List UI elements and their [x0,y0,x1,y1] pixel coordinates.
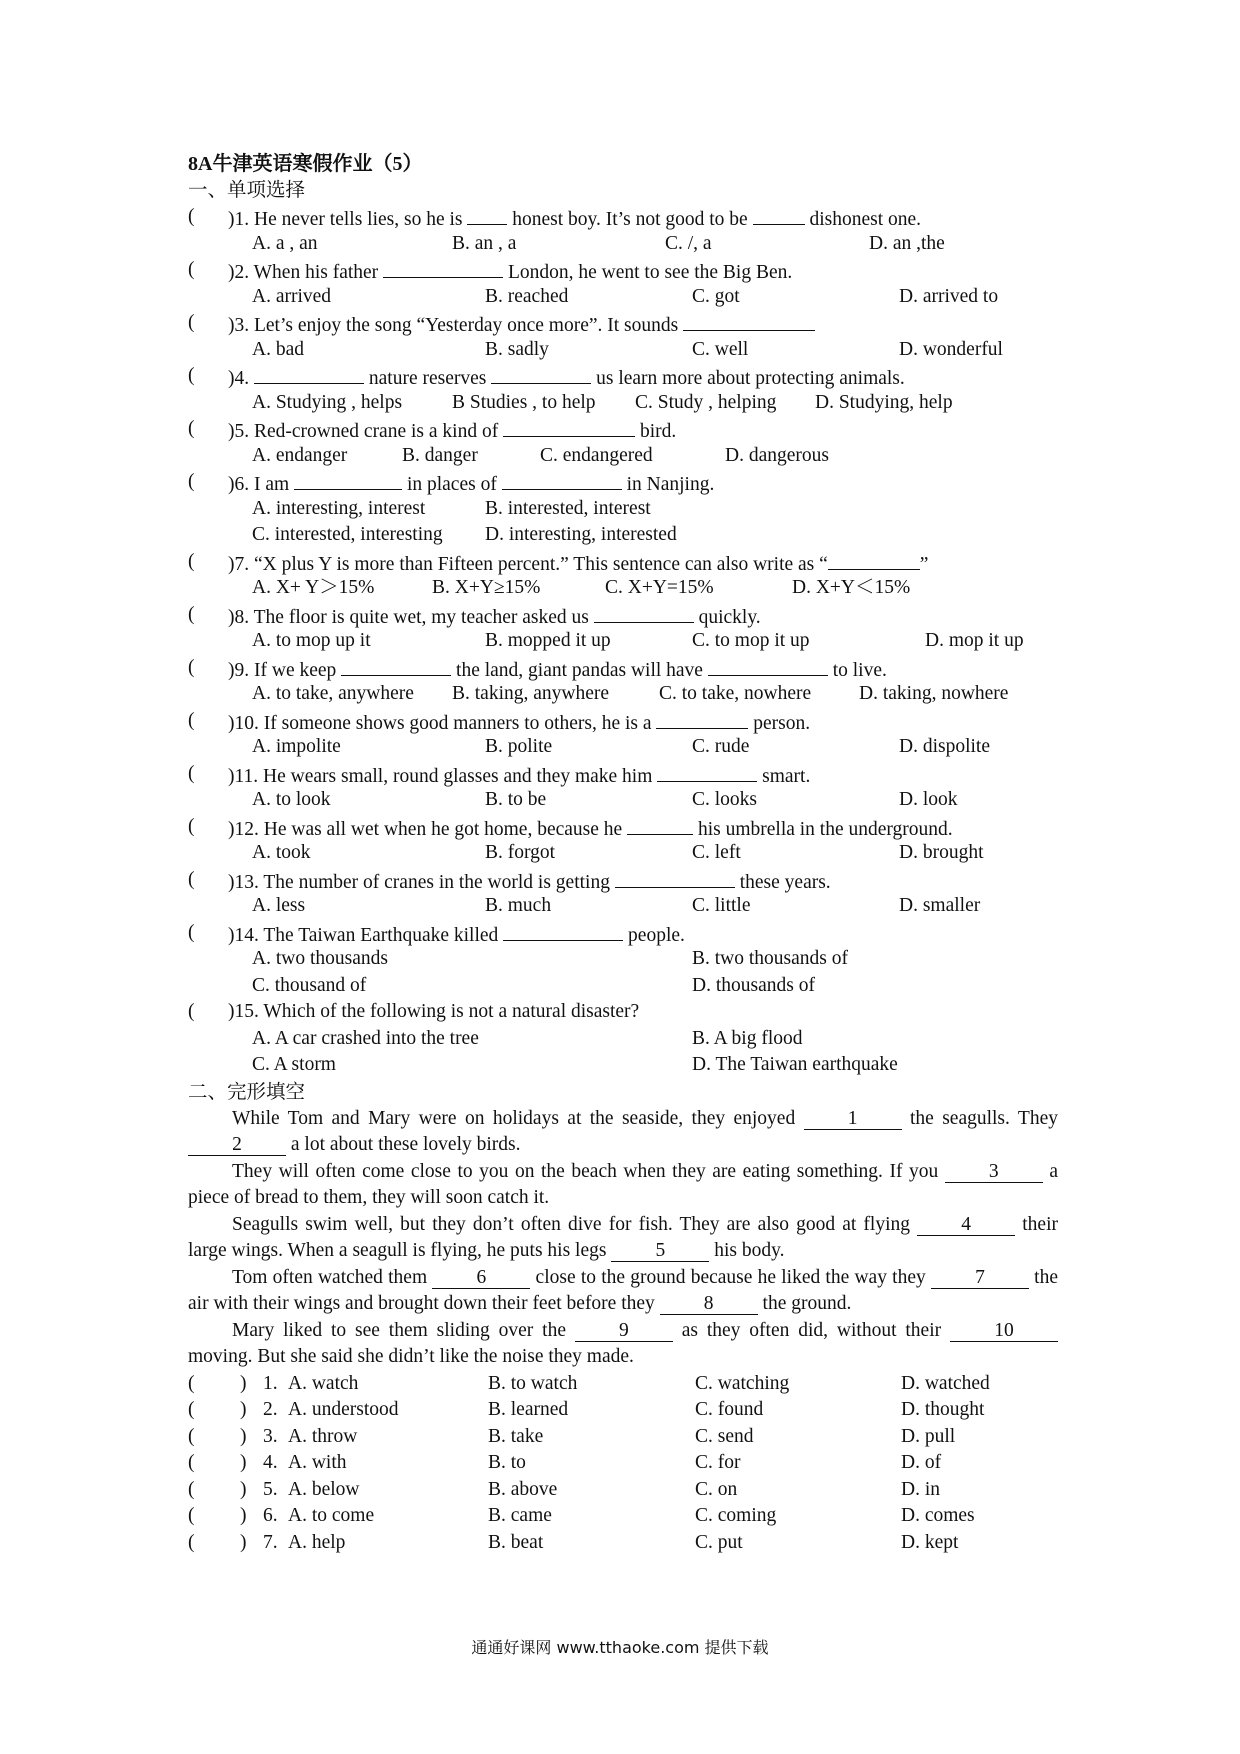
answer-bracket: ( [188,815,195,837]
answer-blank [708,655,828,676]
question-text: )1. He never tells lies, so he is honest boy. It’s not good to be dishonest one. [228,204,921,234]
item-number: 3. [263,1425,278,1447]
answer-bracket: ( [188,365,195,386]
answer-bracket: ( [188,709,195,731]
option: B. an , a [452,232,517,254]
question-stem [188,814,1058,841]
answer-bracket-close: ) [240,1452,247,1473]
option: D. pull [901,1425,956,1447]
answer-bracket: ( [188,1425,195,1447]
page-title: 8A牛津英语寒假作业（5） [188,153,423,175]
answer-bracket-close: ) [240,1372,247,1394]
option: A. understood [288,1399,399,1420]
option-row [188,231,1058,258]
numbered-blank: 8 [660,1294,758,1315]
question-text: )2. When his father London, he went to see the Big Ben. [228,257,792,287]
footer-credit: 通通好课网 www.tthaoke.com 提供下载 [471,1638,769,1657]
option: B. polite [485,736,553,757]
numbered-blank: 1 [804,1109,902,1130]
option-row [188,893,1058,920]
answer-blank [683,310,815,331]
answer-blank [656,708,748,729]
question-text: )4. nature reserves us learn more about protecting animals. [228,363,905,393]
answer-bracket: ( [188,471,195,492]
option: A. arrived [252,285,332,307]
option: B. X+Y≥15% [432,577,541,598]
option-row [188,284,1058,311]
cloze-option-row [188,1503,1058,1530]
option-row [188,443,1058,470]
option: C. A storm [252,1054,336,1075]
option: B. reached [485,285,569,307]
numbered-blank: 4 [917,1215,1015,1236]
option: C. watching [695,1372,790,1394]
answer-bracket-close: ) [240,1425,247,1447]
option: B. interested, interest [485,497,651,519]
option: D. interesting, interested [485,524,677,545]
question-stem [188,655,1058,682]
answer-blank [254,363,364,384]
section-heading-cloze: 二、完形填空 [188,1081,306,1103]
option: B. two thousands of [692,948,848,969]
item-number: 6. [263,1505,278,1526]
option-row [188,337,1058,364]
option: D. dangerous [725,444,829,466]
answer-bracket: ( [188,312,195,333]
option: C. little [692,895,751,916]
answer-bracket-close: ) [240,1505,247,1526]
question-stem [188,204,1058,231]
answer-bracket: ( [188,550,195,572]
question-list [188,204,1058,1079]
option: B. to [488,1452,526,1473]
option: D. wonderful [899,338,1003,360]
option: A. below [288,1478,360,1500]
option-row [188,1026,1058,1053]
answer-bracket: ( [188,259,195,280]
option: C. found [695,1399,764,1420]
option-row [188,390,1058,417]
option: A. watch [288,1372,359,1394]
option-row [188,681,1058,708]
option-row [188,1052,1058,1079]
answer-bracket: ( [188,603,195,625]
item-number: 1. [263,1372,278,1394]
answer-blank [503,920,623,941]
option: D. brought [899,842,984,863]
option: D. arrived to [899,285,999,307]
option: C. put [695,1531,743,1553]
question-stem [188,708,1058,735]
option: A. interesting, interest [252,497,426,519]
option: D. of [901,1452,942,1473]
option: D. watched [901,1372,990,1394]
option: C. endangered [540,444,653,466]
option: A. to take, anywhere [252,683,414,704]
answer-bracket: ( [188,1452,195,1473]
answer-bracket: ( [188,1399,195,1420]
option: C. Study , helping [635,391,777,413]
option: A. endanger [252,444,348,466]
answer-bracket: ( [188,868,195,890]
option: D. Studying, help [815,391,953,413]
option: A. less [252,895,306,916]
option: A. bad [252,338,304,360]
answer-bracket: ( [188,418,195,439]
numbered-blank: 2 [188,1135,286,1156]
option: D. taking, nowhere [859,683,1009,704]
option: B. beat [488,1531,544,1553]
option: D. mop it up [925,630,1024,651]
option-row [188,628,1058,655]
answer-blank [467,204,507,225]
answer-blank [503,416,635,437]
option: B. sadly [485,338,549,360]
answer-blank [753,204,805,225]
option: D. smaller [899,895,981,916]
answer-bracket: ( [188,1372,195,1394]
question-text: )5. Red-crowned crane is a kind of bird. [228,416,676,446]
item-number: 4. [263,1452,278,1473]
answer-bracket: ( [188,656,195,678]
option: D. X+Y＜15% [792,577,911,598]
answer-blank [627,814,693,835]
option: D. in [901,1478,940,1500]
question-stem [188,920,1058,947]
option-row [188,946,1058,973]
cloze-option-row [188,1477,1058,1504]
option-row [188,496,1058,523]
option: B. A big flood [692,1027,803,1049]
question-text: )3. Let’s enjoy the song “Yesterday once more”. It sounds [228,310,815,340]
option: D. thousands of [692,974,815,996]
question-stem [188,363,1058,390]
cloze-option-row [188,1424,1058,1451]
option: C. left [692,842,741,863]
answer-bracket: ( [188,762,195,784]
option: C. well [692,338,749,360]
option: A. Studying , helps [252,391,403,413]
option: B. danger [402,444,478,466]
option: A. to come [288,1505,375,1526]
option: A. A car crashed into the tree [252,1027,479,1049]
answer-blank [657,761,757,782]
answer-blank [502,469,622,490]
question-text: )8. The floor is quite wet, my teacher asked us quickly. [228,602,761,632]
option: A. took [252,842,311,863]
option: A. impolite [252,736,341,757]
section-heading-choice: 一、单项选择 [188,180,306,201]
option-row [188,973,1058,1000]
option: D. an ,the [869,232,945,254]
item-number: 2. [263,1399,278,1420]
answer-bracket: ( [188,206,195,227]
option: B. to watch [488,1372,578,1394]
option-row [188,522,1058,549]
option: A. a , an [252,232,318,254]
question-text: )13. The number of cranes in the world is getting these years. [228,867,831,897]
answer-blank [341,655,451,676]
question-stem [188,761,1058,788]
cloze-option-row [188,1371,1058,1398]
option: A. to look [252,789,331,810]
question-stem [188,469,1058,496]
numbered-blank: 5 [611,1241,709,1262]
answer-blank [383,257,503,278]
option: D. dispolite [899,736,990,757]
option: B. to be [485,789,547,810]
question-text: )9. If we keep the land, giant pandas will have to live. [228,655,887,685]
option: A. X+ Y＞15% [252,577,375,598]
option: B Studies , to help [452,391,596,413]
cloze-option-row [188,1530,1058,1557]
option: C. send [695,1425,754,1447]
question-text: )15. Which of the following is not a natural disaster? [228,1001,640,1022]
option: C. coming [695,1505,777,1526]
option: C. to take, nowhere [659,683,812,704]
option: D. thought [901,1399,985,1420]
option: B. learned [488,1399,569,1420]
answer-bracket: ( [188,1478,195,1500]
option: C. thousand of [252,974,367,996]
answer-bracket-close: ) [240,1478,247,1500]
question-text: )11. He wears small, round glasses and they make him smart. [228,761,810,791]
cloze-options [188,1371,1058,1557]
option: B. take [488,1425,544,1447]
question-text: )6. I am in places of in Nanjing. [228,469,714,499]
option: C. /, a [665,232,712,254]
option: A. help [288,1531,346,1553]
answer-blank [491,363,591,384]
option-row [188,575,1058,602]
option: C. got [692,285,740,307]
option-row [188,787,1058,814]
answer-blank [594,602,694,623]
numbered-blank: 6 [432,1268,530,1289]
option: D. look [899,789,958,810]
option-row [188,840,1058,867]
answer-bracket: ( [188,1505,195,1526]
passage-paragraph: Mary liked to see them sliding over the 9 as they often did, without their 10 moving. But she said she didn’t like the noise they made. [188,1318,1058,1371]
cloze-passage [188,1106,1058,1371]
option: C. for [695,1452,741,1473]
numbered-blank: 9 [575,1321,673,1342]
option: A. with [288,1452,347,1473]
option: B. mopped it up [485,630,611,651]
question-stem [188,310,1058,337]
worksheet [188,150,1058,1556]
option: B. above [488,1478,558,1500]
option: C. looks [692,789,758,810]
numbered-blank: 10 [950,1321,1058,1342]
option: B. taking, anywhere [452,683,610,704]
question-stem [188,257,1058,284]
question-stem [188,867,1058,894]
numbered-blank: 3 [945,1162,1043,1183]
item-number: 7. [263,1531,278,1553]
option: B. much [485,895,552,916]
option: B. forgot [485,842,556,863]
answer-bracket-close: ) [240,1531,247,1553]
question-text: )7. “X plus Y is more than Fifteen percent.” This sentence can also write as “ ” [228,549,928,579]
question-stem [188,999,1058,1026]
option: D. kept [901,1531,959,1553]
option: C. on [695,1478,738,1500]
option: A. throw [288,1425,358,1447]
option: A. two thousands [252,948,388,969]
question-stem [188,416,1058,443]
question-text: )14. The Taiwan Earthquake killed people. [228,920,685,950]
answer-blank [294,469,402,490]
passage-paragraph: Tom often watched them 6 close to the ground because he liked the way they 7 the air with their wings and brought down their feet before they 8 the ground. [188,1266,1058,1314]
answer-blank [828,549,920,570]
question-text: )10. If someone shows good manners to others, he is a person. [228,708,810,738]
cloze-option-row [188,1450,1058,1477]
item-number: 5. [263,1478,278,1500]
answer-bracket: ( [188,921,195,943]
option: D. comes [901,1505,975,1526]
passage-paragraph: They will often come close to you on the beach when they are eating something. If you 3 a piece of bread to them, they will soon catch it. [188,1160,1058,1208]
option-row [188,734,1058,761]
answer-bracket: ( [188,1001,195,1022]
option: C. to mop it up [692,630,810,651]
option: D. The Taiwan earthquake [692,1054,898,1075]
passage-paragraph: While Tom and Mary were on holidays at the seaside, they enjoyed 1 the seagulls. They 2 a lot about these lovely birds. [188,1106,1058,1159]
numbered-blank: 7 [931,1268,1029,1289]
cloze-option-row [188,1397,1058,1424]
option: C. interested, interesting [252,524,443,545]
passage-paragraph: Seagulls swim well, but they don’t often dive for fish. They are also good at flying 4 their large wings. When a seagull is flying, he puts his legs 5 his body. [188,1213,1058,1261]
option: B. came [488,1505,552,1526]
question-text: )12. He was all wet when he got home, because he his umbrella in the underground. [228,814,953,844]
option: A. to mop up it [252,630,371,651]
option: C. rude [692,736,750,757]
answer-bracket: ( [188,1531,195,1553]
question-stem [188,549,1058,576]
option: C. X+Y=15% [605,577,714,598]
answer-bracket-close: ) [240,1399,247,1420]
question-stem [188,602,1058,629]
answer-blank [615,867,735,888]
